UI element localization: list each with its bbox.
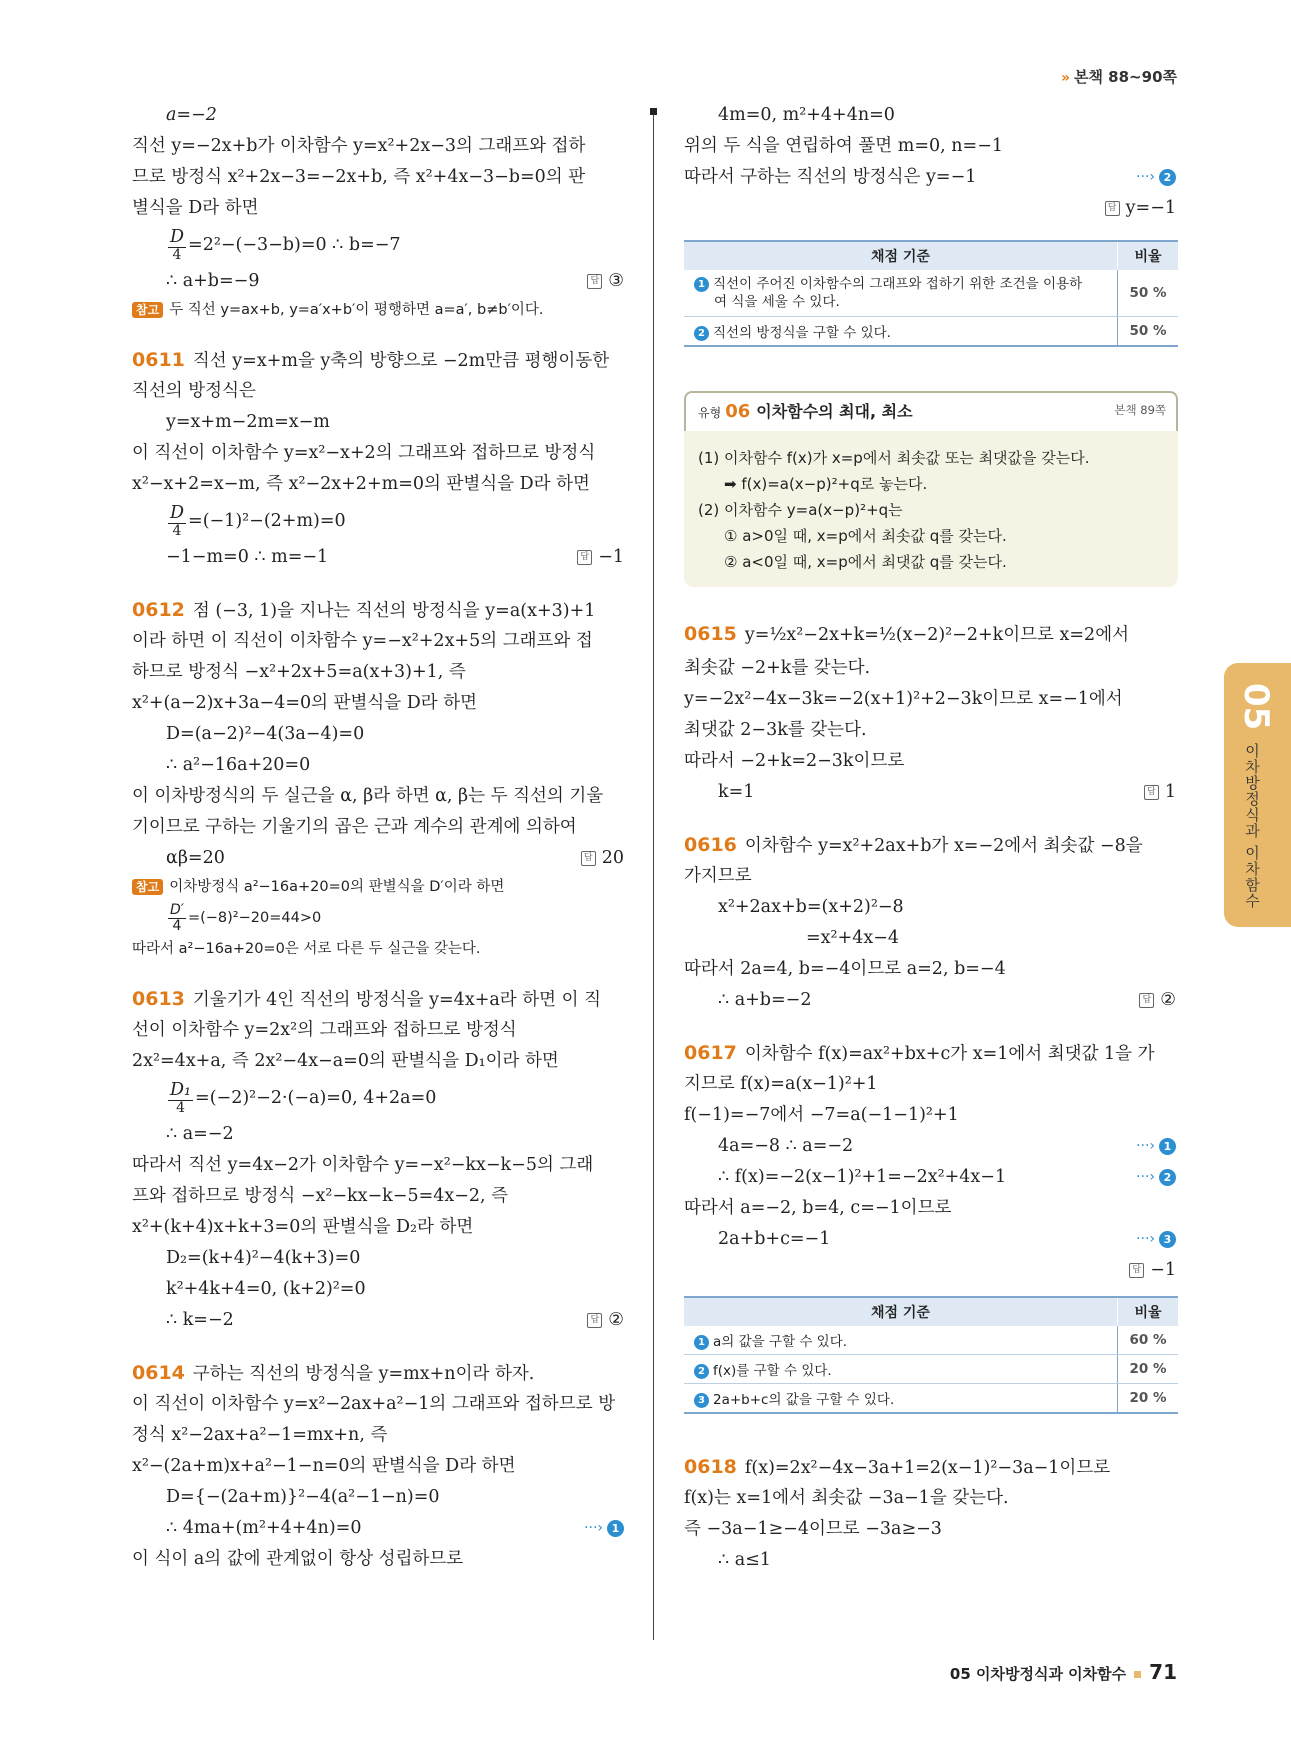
problem-0617: 0617 이차함수 f(x)=ax²+bx+c가 x=1에서 최댓값 1을 가 (684, 1042, 1155, 1064)
text-line: f(x)는 x=1에서 최솟값 −3a−1을 갖는다. (684, 1488, 1009, 1508)
grading-table (684, 240, 1178, 347)
fraction: $\frac{D}{4}$ (170, 503, 185, 539)
concept-header: 유형 06 이차함수의 최대, 최소 본책 89쪽 (684, 391, 1178, 431)
step-marker: ···› 3 (1136, 1224, 1176, 1255)
text-line: k²+4k+4=0, (k+2)²=0 (166, 1279, 366, 1299)
text-line: y=x+m−2m=x−m (166, 412, 330, 432)
text-line: 지므로 f(x)=a(x−1)²+1 (684, 1074, 878, 1094)
answer-icon: 답 (581, 851, 596, 866)
text-line: 이 식이 a의 값에 관계없이 항상 성립하므로 (132, 1549, 464, 1569)
formula-line: ∴ 4ma+(m²+4+4n)=0 ···› 1 (132, 1513, 624, 1544)
reference-note: 참고 두 직선 y=ax+b, y=a′x+b′이 평행하면 a=a′, b≠b′이다. (132, 297, 624, 323)
fraction: $\frac{D}{4}$ (170, 227, 185, 263)
answer-mark: 답 −1 (577, 542, 624, 573)
text-line: D₂=(k+4)²−4(k+3)=0 (166, 1248, 361, 1268)
text-line: 기이므로 구하는 기울기의 곱은 근과 계수의 관계에 의하여 (132, 817, 577, 837)
table-row: 2 직선의 방정식을 구할 수 있다. 50 % (684, 317, 1178, 347)
table-row: 2 f(x)를 구할 수 있다. 20 % (684, 1355, 1178, 1384)
divider-marker (650, 108, 657, 115)
text-line: 2x²=4x+a, 즉 2x²−4x−a=0의 판별식을 D₁이라 하면 (132, 1051, 559, 1071)
text-line: 직선 y=−2x+b가 이차함수 y=x²+2x−3의 그래프와 접하 (132, 136, 586, 156)
problem-0618: 0618 f(x)=2x²−4x−3a+1=2(x−1)²−3a−1이므로 (684, 1456, 1111, 1478)
table-row: 1 직선이 주어진 이차함수의 그래프와 접하기 위한 조건을 이용하 여 식을 세울 수 있다. 50 % (684, 270, 1178, 317)
text-line: x²+(k+4)x+k+3=0의 판별식을 D₂라 하면 (132, 1217, 474, 1237)
step-marker: ···› 2 (1136, 1162, 1176, 1193)
formula-line: $\frac{D'}{4}$ =(−8)²−20=44>0 (170, 901, 322, 934)
text-line: 별식을 D라 하면 (132, 198, 259, 218)
answer-mark: 답 ② (587, 1305, 624, 1336)
text-line: ∴ a=−2 (166, 1124, 234, 1144)
answer-icon: 답 (1105, 201, 1120, 216)
formula-line: 따라서 구하는 직선의 방정식은 y=−1 ···› 2 (684, 162, 1176, 193)
text-line: 최댓값 2−3k를 갖는다. (684, 720, 867, 740)
text-line: 정식 x²−2ax+a²−1=mx+n, 즉 (132, 1425, 388, 1445)
problem-0613: 0613 기울기가 4인 직선의 방정식을 y=4x+a라 하면 이 직 (132, 988, 601, 1010)
text-line: 므로 방정식 x²+2x−3=−2x+b, 즉 x²+4x−3−b=0의 판 (132, 167, 586, 187)
text-line: ∴ a≤1 (718, 1550, 771, 1570)
text-line: 프와 접하므로 방정식 −x²−kx−k−5=4x−2, 즉 (132, 1186, 509, 1206)
text-line: x²−x+2=x−m, 즉 x²−2x+2+m=0의 판별식을 D라 하면 (132, 474, 590, 494)
text-line: x²−(2a+m)x+a²−1−n=0의 판별식을 D라 하면 (132, 1456, 516, 1476)
text-line: 따라서 a²−16a+20=0은 서로 다른 두 실근을 갖는다. (132, 941, 481, 957)
text-line: 4m=0, m²+4+4n=0 (718, 105, 895, 125)
formula-line: ∴ a+b=−2 답 ② (684, 985, 1176, 1016)
text-line: D={−(2a+m)}²−4(a²−1−n)=0 (166, 1487, 440, 1507)
formula-line: 4a=−8 ∴ a=−2 ···› 1 (684, 1131, 1176, 1162)
footer-chapter: 05 이차방정식과 이차함수 (949, 1665, 1127, 1683)
text-line: 따라서 a=−2, b=4, c=−1이므로 (684, 1198, 952, 1218)
text-line: y=−2x²−4x−3k=−2(x+1)²+2−3k이므로 x=−1에서 (684, 689, 1123, 709)
formula-line: −1−m=0 ∴ m=−1 답 −1 (132, 542, 624, 573)
answer-line (684, 193, 1176, 224)
reference-note: 참고 이차방정식 a²−16a+20=0의 판별식을 D′이라 하면 (132, 874, 624, 900)
text-line: 가지므로 (684, 866, 752, 886)
text-line: 이 이차방정식의 두 실근을 α, β라 하면 α, β는 두 직선의 기울 (132, 786, 604, 806)
table-row: 1 a의 값을 구할 수 있다. 60 % (684, 1326, 1178, 1355)
fraction: $\frac{\text{D₁}}{4}$ (170, 1080, 192, 1116)
table-header: 채점 기준 (684, 1297, 1118, 1326)
answer-mark: 답 ③ (587, 266, 624, 297)
table-header: 비율 (1118, 1297, 1179, 1326)
text-line: x²+(a−2)x+3a−4=0의 판별식을 D라 하면 (132, 693, 478, 713)
problem-0611: 0611 직선 y=x+m을 y축의 방향으로 −2m만큼 평행이동한 (132, 349, 610, 371)
text-line: 이 직선이 이차함수 y=x²−2ax+a²−1의 그래프와 접하므로 방 (132, 1394, 616, 1414)
problem-0612: 0612 점 (−3, 1)을 지나는 직선의 방정식을 y=a(x+3)+1 (132, 599, 596, 621)
answer-mark: 답 1 (1144, 777, 1176, 808)
text-line: a=−2 (166, 105, 217, 125)
grading-table (684, 1296, 1178, 1414)
formula-line: αβ=20 답 20 (132, 843, 624, 874)
text-line: ∴ a²−16a+20=0 (166, 755, 311, 775)
text-line: 직선의 방정식은 (132, 381, 256, 401)
formula-line: ∴ f(x)=−2(x−1)²+1=−2x²+4x−1 ···› 2 (684, 1162, 1176, 1193)
text-line: 즉 −3a−1≥−4이므로 −3a≥−3 (684, 1519, 942, 1539)
left-column (132, 100, 624, 1575)
problem-0614: 0614 구하는 직선의 방정식을 y=mx+n이라 하자. (132, 1362, 535, 1384)
problem-0615: 0615 y=½x²−2x+k=½(x−2)²−2+k이므로 x=2에서 (684, 623, 1130, 645)
formula-line: ∴ a+b=−9 답 ③ (132, 266, 624, 297)
double-chevron-icon: » (1060, 70, 1070, 86)
reference-text: 본책 88~90쪽 (1073, 68, 1177, 86)
step-marker: ···› 1 (1136, 1131, 1176, 1162)
problem-0616: 0616 이차함수 y=x²+2ax+b가 x=−2에서 최솟값 −8을 (684, 834, 1143, 856)
answer-mark: 답 20 (581, 843, 624, 874)
formula-line: k=1 답 1 (684, 777, 1176, 808)
table-header: 비율 (1118, 241, 1179, 270)
page-footer (950, 1660, 1177, 1684)
answer-icon: 답 (587, 274, 602, 289)
text-line: 선이 이차함수 y=2x²의 그래프와 접하므로 방정식 (132, 1020, 517, 1040)
step-marker: ···› 1 (584, 1513, 624, 1544)
text-line: x²+2ax+b=(x+2)²−8 (718, 897, 904, 917)
answer-icon: 답 (1129, 1263, 1144, 1278)
page-reference (1061, 66, 1177, 87)
chapter-tab (1224, 663, 1291, 927)
formula-line: $\frac{D}{4}$ =(−1)²−(2+m)=0 (170, 503, 346, 539)
answer-mark: 답 ② (1139, 985, 1176, 1016)
answer-line (684, 1255, 1176, 1286)
concept-box (684, 391, 1178, 587)
formula-line: $\frac{\text{D₁}}{4}$ =(−2)²−2·(−a)=0, 4+2a=0 (170, 1080, 437, 1116)
text-line: 따라서 직선 y=4x−2가 이차함수 y=−x²−kx−k−5의 그래 (132, 1155, 594, 1175)
answer-mark: 답 −1 (1129, 1255, 1176, 1286)
text-line: 위의 두 식을 연립하여 풀면 m=0, n=−1 (684, 136, 1004, 156)
formula-line: $\frac{D}{4}$ =2²−(−3−b)=0 ∴ b=−7 (170, 227, 401, 263)
step-marker: ···› 2 (1136, 162, 1176, 193)
formula-line: 2a+b+c=−1 ···› 3 (684, 1224, 1176, 1255)
table-header: 채점 기준 (684, 241, 1118, 270)
right-column (684, 100, 1176, 1576)
text-line: 이라 하면 이 직선이 이차함수 y=−x²+2x+5의 그래프와 접 (132, 631, 593, 651)
chapter-number: 05 (1236, 683, 1276, 731)
chapter-title: 이차방정식과 이차함수 (1243, 743, 1261, 909)
text-line: 따라서 −2+k=2−3k이므로 (684, 751, 905, 771)
answer-icon: 답 (1139, 993, 1154, 1008)
text-line: 이 직선이 이차함수 y=x²−x+2의 그래프와 접하므로 방정식 (132, 443, 596, 463)
text-line: D=(a−2)²−4(3a−4)=0 (166, 724, 365, 744)
text-line: 따라서 2a=4, b=−4이므로 a=2, b=−4 (684, 959, 1006, 979)
text-line: f(−1)=−7에서 −7=a(−1−1)²+1 (684, 1105, 959, 1125)
page-number: 71 (1149, 1660, 1177, 1684)
column-divider (653, 110, 654, 1640)
table-row: 3 2a+b+c의 값을 구할 수 있다. 20 % (684, 1384, 1178, 1414)
text-line: 하므로 방정식 −x²+2x+5=a(x+3)+1, 즉 (132, 662, 466, 682)
formula-line: ∴ k=−2 답 ② (132, 1305, 624, 1336)
answer-mark: 답 y=−1 (1105, 193, 1176, 224)
fraction: $\frac{D'}{4}$ (170, 901, 184, 934)
text-line: 최솟값 −2+k를 갖는다. (684, 658, 871, 678)
concept-body: (1) 이차함수 f(x)가 x=p에서 최솟값 또는 최댓값을 갖는다. ➡ f(x)=a(x−p)²+q로 놓는다. (2) 이차함수 y=a(x−p)²+q는 ① a>0일 때, x=p에서 최솟값 q를 갖는다. ② a<0일 때, x=p에서 최댓값 q를 갖는다. (684, 431, 1178, 587)
square-icon (1134, 1671, 1141, 1678)
text-line: =x²+4x−4 (806, 928, 900, 948)
answer-icon: 답 (577, 550, 592, 565)
answer-icon: 답 (1144, 785, 1159, 800)
answer-icon: 답 (587, 1313, 602, 1328)
